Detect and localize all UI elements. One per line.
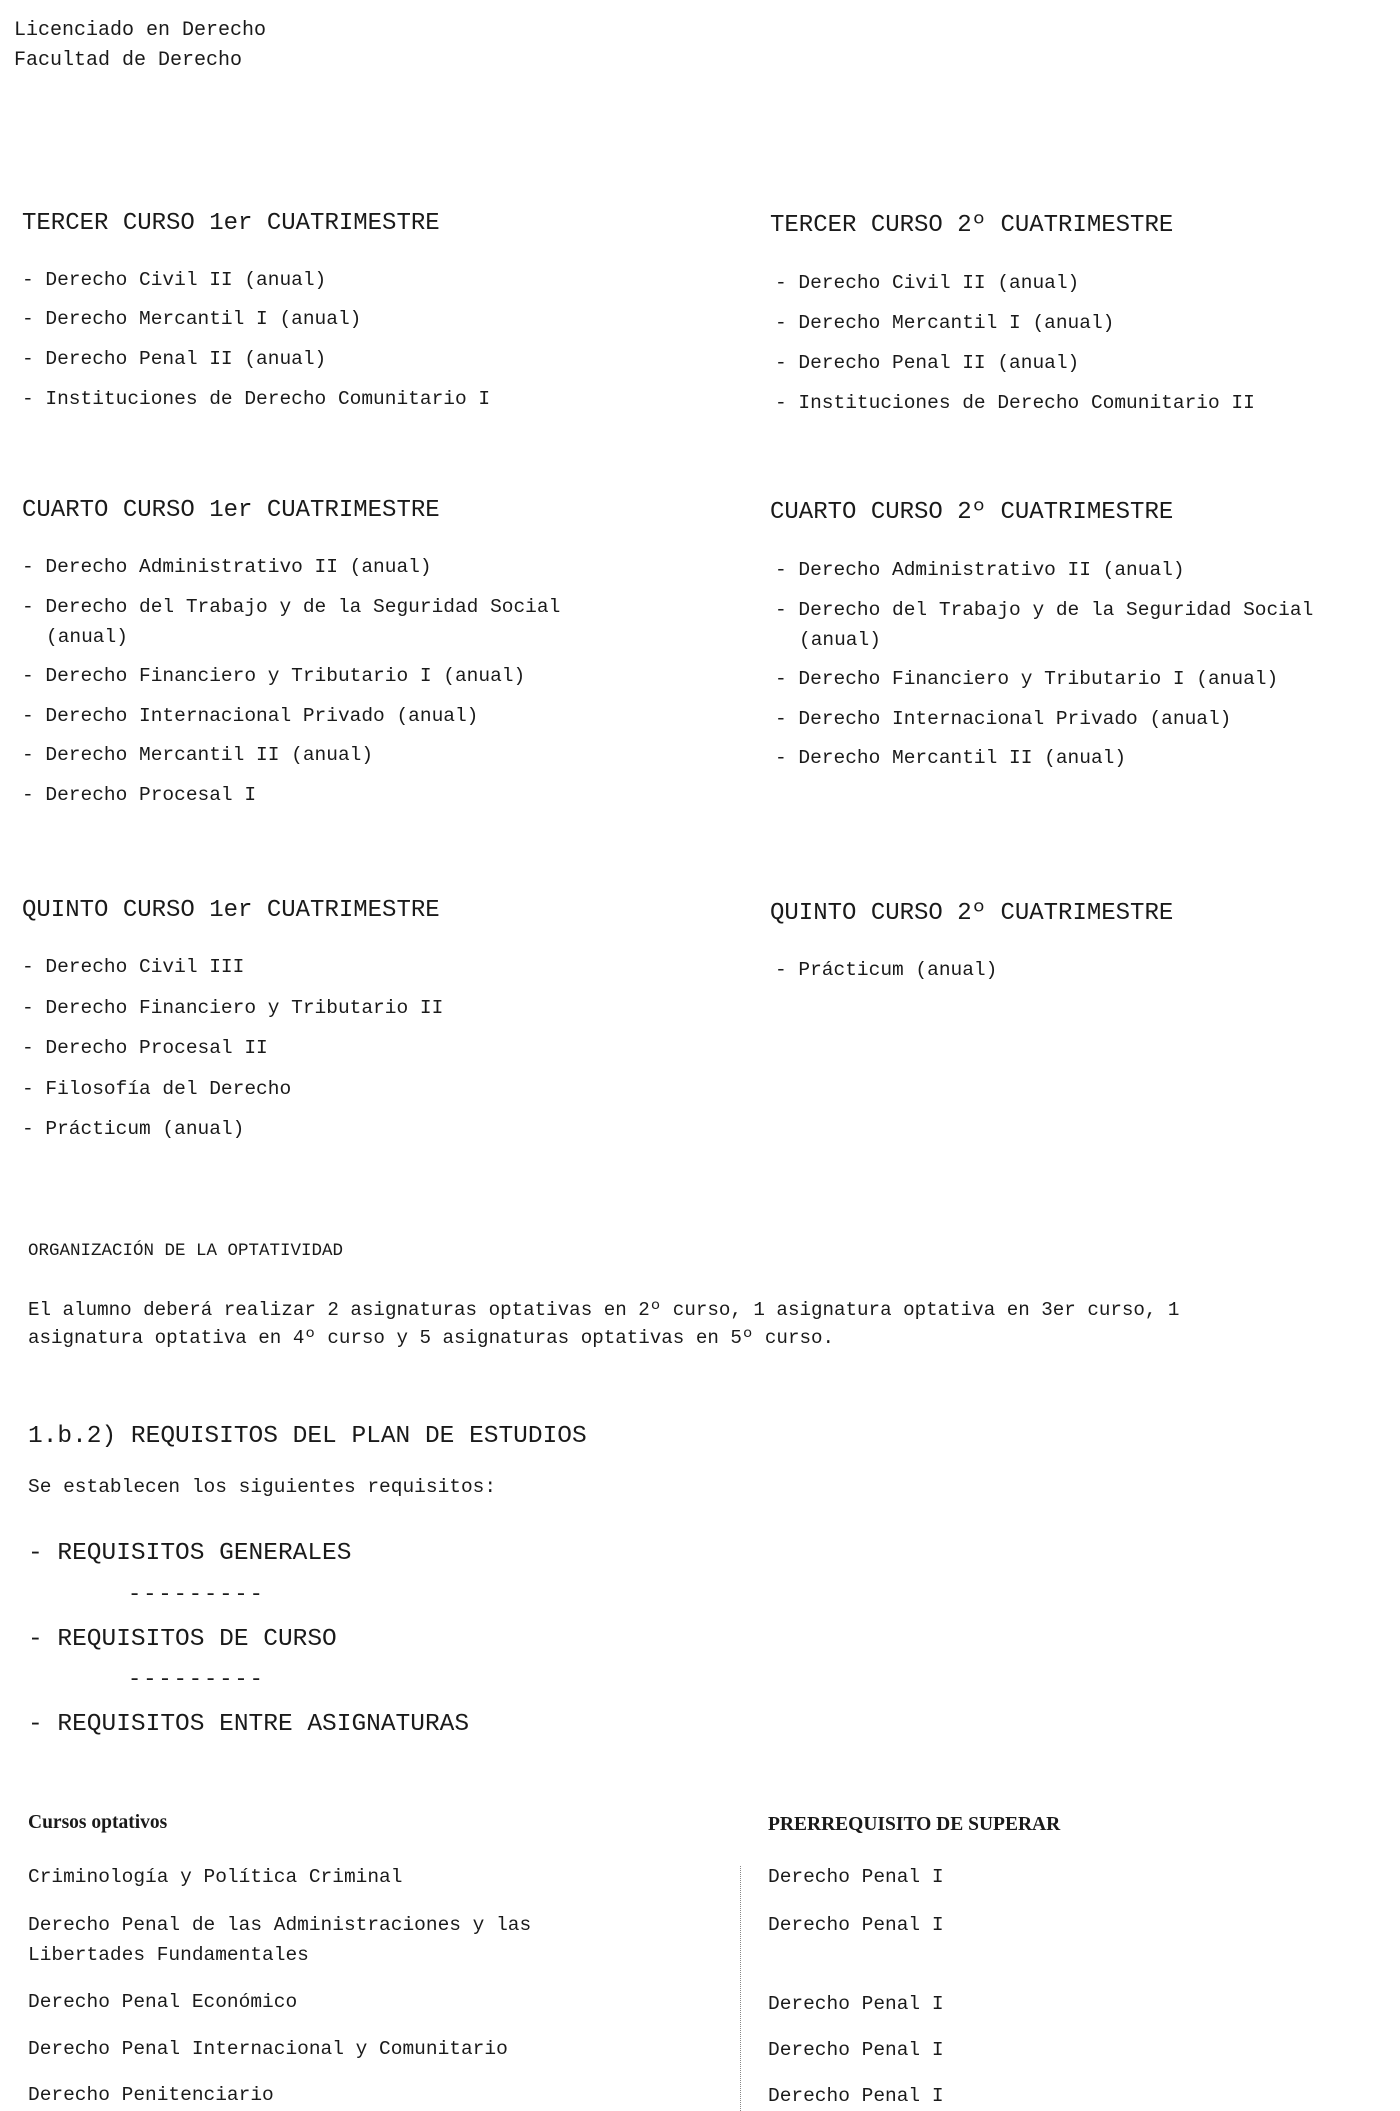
prereq-table (28, 1862, 1328, 2110)
table-row (28, 1862, 1328, 1910)
list-item: - Derecho Mercantil II (anual) (775, 747, 1127, 769)
optatividad-text-line2: asignatura optativa en 4º curso y 5 asignaturas optativas en 5º curso. (28, 1327, 835, 1349)
list-item: - Derecho Procesal II (22, 1037, 268, 1059)
third-year-sem1-title: TERCER CURSO 1er CUATRIMESTRE (22, 210, 440, 237)
list-item: - Derecho Administrativo II (anual) (22, 556, 432, 578)
requisitos-curso: - REQUISITOS DE CURSO (28, 1626, 337, 1653)
list-item: - Derecho Financiero y Tributario I (anual) (22, 665, 526, 687)
table-row (28, 1987, 1328, 2034)
requisitos-generales-dashes: --------- (128, 1582, 265, 1607)
third-year-sem2-title: TERCER CURSO 2º CUATRIMESTRE (770, 212, 1174, 239)
list-item: - Prácticum (anual) (775, 959, 998, 981)
optatividad-text-line1: El alumno deberá realizar 2 asignaturas optativas en 2º curso, 1 asignatura optativa en 3er curso, 1 (28, 1299, 1180, 1321)
list-item: - Derecho Procesal I (22, 784, 257, 806)
third-year-sem2-list (775, 268, 1255, 418)
list-item-continuation: (anual) (46, 626, 128, 648)
col-header-courses: Cursos optativos (28, 1812, 168, 1833)
degree-title: Licenciado en Derecho (14, 19, 267, 42)
list-item: - Derecho Financiero y Tributario I (anual) (775, 668, 1279, 690)
list-item: - Derecho Civil III (22, 956, 245, 978)
list-item-continuation: (anual) (799, 629, 881, 651)
prereq-name: Derecho Penal I (768, 2085, 944, 2107)
list-item: - Derecho Penal II (anual) (22, 348, 327, 370)
requisitos-title: 1.b.2) REQUISITOS DEL PLAN DE ESTUDIOS (28, 1423, 587, 1450)
list-item: - Derecho Mercantil I (anual) (775, 312, 1115, 334)
list-item: - Derecho Internacional Privado (anual) (22, 705, 479, 727)
list-item: - Derecho Financiero y Tributario II (22, 997, 444, 1019)
list-item: - Instituciones de Derecho Comunitario I (22, 388, 491, 410)
table-row (28, 2080, 1328, 2110)
prereq-name: Derecho Penal I (768, 1914, 944, 1936)
list-item: - Derecho Mercantil II (anual) (22, 744, 374, 766)
requisitos-intro: Se establecen los siguientes requisitos: (28, 1476, 497, 1498)
table-row (28, 1910, 1328, 1987)
list-item: - Derecho Administrativo II (anual) (775, 559, 1185, 581)
course-name: Derecho Penal Internacional y Comunitario (28, 2038, 508, 2060)
course-name: Derecho Penal Económico (28, 1991, 298, 2013)
list-item: - Derecho del Trabajo y de la Seguridad Social (22, 596, 561, 618)
requisitos-generales: - REQUISITOS GENERALES (28, 1540, 352, 1567)
col-header-prereq: PRERREQUISITO DE SUPERAR (768, 1814, 1061, 1835)
course-name-continuation: Libertades Fundamentales (28, 1944, 309, 1966)
optatividad-title: ORGANIZACIÓN DE LA OPTATIVIDAD (28, 1241, 344, 1261)
list-item: - Derecho Civil II (anual) (775, 272, 1080, 294)
prereq-name: Derecho Penal I (768, 1993, 944, 2015)
list-item: - Derecho Mercantil I (anual) (22, 308, 362, 330)
list-item: - Derecho Penal II (anual) (775, 352, 1080, 374)
fourth-year-sem1-title: CUARTO CURSO 1er CUATRIMESTRE (22, 497, 440, 524)
course-name: Criminología y Política Criminal (28, 1866, 403, 1888)
list-item: - Instituciones de Derecho Comunitario II (775, 392, 1255, 414)
list-item: - Filosofía del Derecho (22, 1078, 292, 1100)
prereq-name: Derecho Penal I (768, 1866, 944, 1888)
fourth-year-sem2-list (775, 555, 1313, 773)
third-year-sem1-list (22, 265, 490, 414)
fifth-year-sem2-list (775, 955, 997, 985)
list-item: - Derecho Civil II (anual) (22, 269, 327, 291)
list-item: - Derecho del Trabajo y de la Seguridad Social (775, 599, 1314, 621)
list-item: - Prácticum (anual) (22, 1118, 245, 1140)
fifth-year-sem1-list (22, 952, 443, 1144)
fourth-year-sem2-title: CUARTO CURSO 2º CUATRIMESTRE (770, 499, 1174, 526)
list-item: - Derecho Internacional Privado (anual) (775, 708, 1232, 730)
course-name: Derecho Penitenciario (28, 2084, 274, 2106)
course-name: Derecho Penal de las Administraciones y las (28, 1914, 532, 1936)
prereq-name: Derecho Penal I (768, 2039, 944, 2061)
faculty-name: Facultad de Derecho (14, 49, 243, 72)
requisitos-entre: - REQUISITOS ENTRE ASIGNATURAS (28, 1711, 470, 1738)
fifth-year-sem1-title: QUINTO CURSO 1er CUATRIMESTRE (22, 897, 440, 924)
fifth-year-sem2-title: QUINTO CURSO 2º CUATRIMESTRE (770, 900, 1174, 927)
fourth-year-sem1-list (22, 552, 560, 810)
table-row (28, 2034, 1328, 2080)
requisitos-curso-dashes: --------- (128, 1667, 265, 1692)
